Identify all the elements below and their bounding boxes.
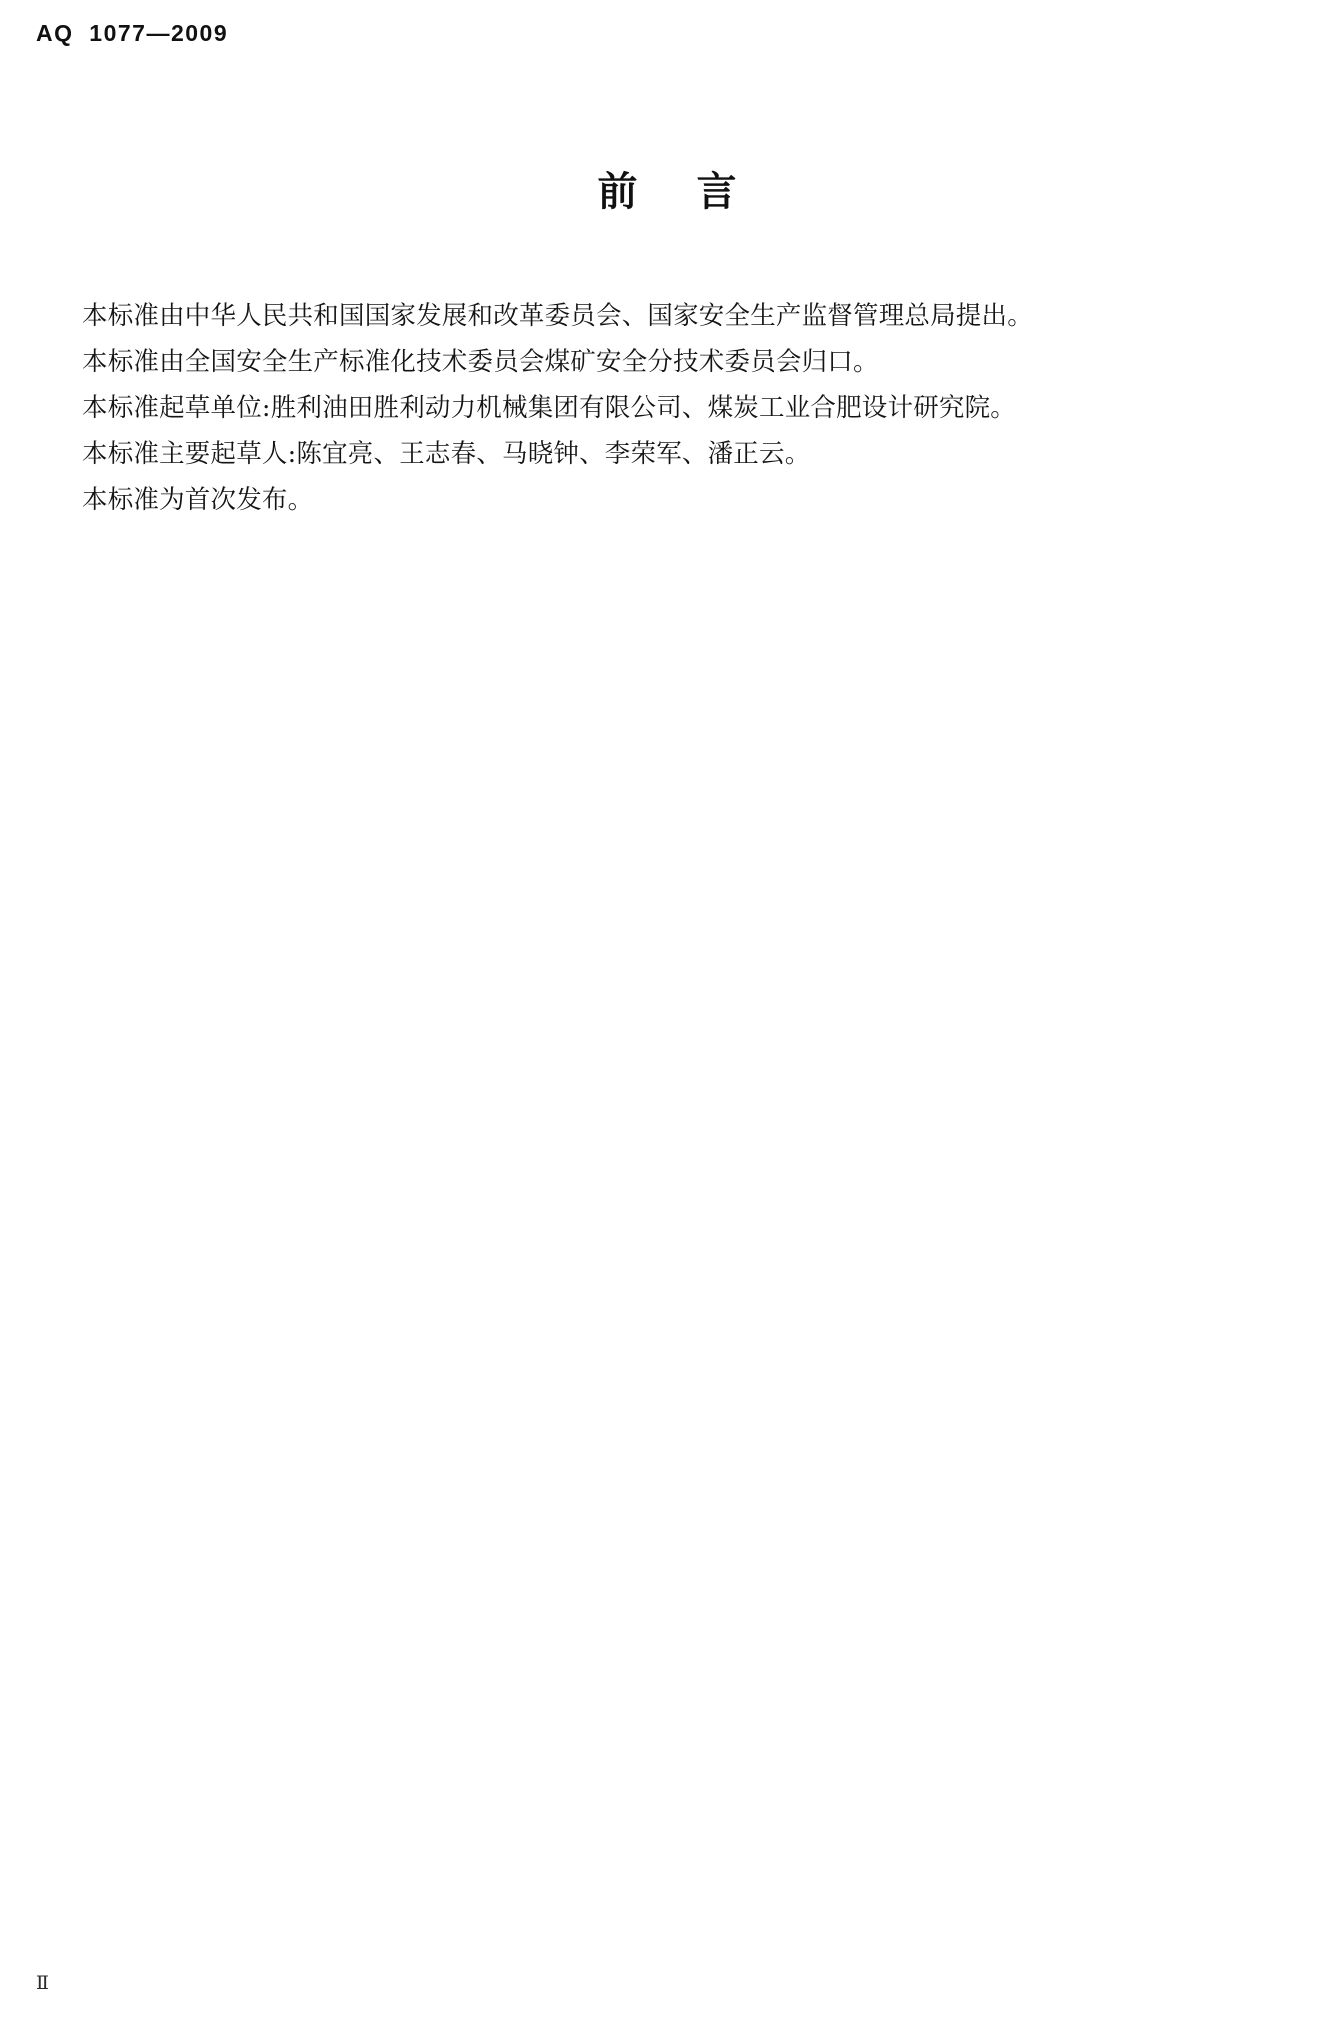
page-title-char-1: 前 (597, 169, 639, 215)
foreword-line: 本标准由中华人民共和国国家发展和改革委员会、国家安全生产监督管理总局提出。 (82, 301, 1033, 331)
standard-code-header: AQ 1077—2009 (36, 20, 229, 46)
page-number: Ⅱ (36, 1973, 49, 1994)
foreword-line: 本标准主要起草人:陈宜亮、王志春、马晓钟、李荣军、潘正云。 (82, 439, 811, 469)
foreword-body (82, 293, 1182, 523)
page-title (0, 160, 1335, 217)
page-title-char-2: 言 (696, 169, 738, 215)
foreword-line: 本标准为首次发布。 (82, 485, 314, 515)
foreword-line: 本标准起草单位:胜利油田胜利动力机械集团有限公司、煤炭工业合肥设计研究院。 (82, 393, 1016, 423)
foreword-line: 本标准由全国安全生产标准化技术委员会煤矿安全分技术委员会归口。 (82, 347, 879, 377)
